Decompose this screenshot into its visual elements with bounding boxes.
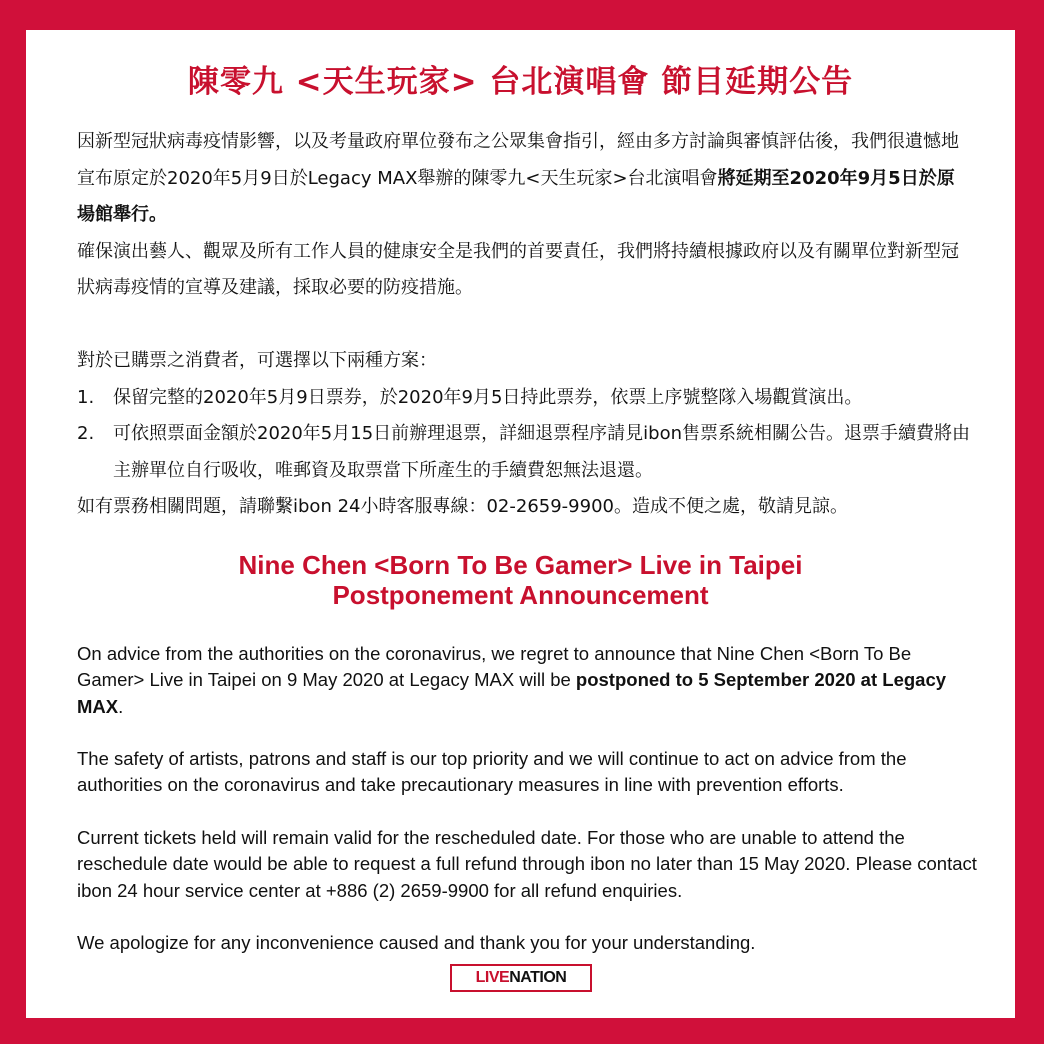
list-item-number: 1. <box>77 386 95 408</box>
english-title-line-2: Postponement Announcement <box>332 580 709 610</box>
chinese-title: 陳零九 <天生玩家> 台北演唱會 節目延期公告 <box>187 64 854 100</box>
list-item-text: 保留完整的2020年5月9日票券，於2020年9月5日持此票券，依票上序號整隊入場觀賞演出。 <box>113 386 863 408</box>
live-nation-logo <box>450 964 592 992</box>
english-paragraph-1-bold: postponed to 5 September 2020 at Legacy MAX <box>77 669 947 717</box>
english-paragraph-2: The safety of artists, patrons and staff is our top priority and we will continue to act on advice from the authorities on the coronavirus and take precautionary measures in line with prevention efforts. <box>77 748 907 796</box>
list-item-number: 2. <box>77 423 95 444</box>
chinese-paragraph-1 <box>77 124 972 234</box>
english-paragraph-4: We apologize for any inconvenience caused and thank you for your understanding. <box>77 932 756 954</box>
english-paragraph-1-text: On advice from the authorities on the coronavirus, we regret to announce that Nine Chen <Born To Be Gamer> Live in Taipei on 9 May 2020 at Legacy MAX will be <box>77 643 912 691</box>
english-title-line-1: Nine Chen <Born To Be Gamer> Live in Taipei <box>238 550 803 580</box>
english-paragraph-1-end: . <box>118 695 124 717</box>
chinese-body <box>77 124 972 526</box>
logo-nation-text: NATION <box>509 969 567 986</box>
list-item <box>77 380 972 417</box>
chinese-paragraph-3: 對於已購票之消費者，可選擇以下兩種方案： <box>77 350 437 371</box>
english-title <box>26 550 1015 610</box>
chinese-paragraph-1-bold: 將延期至2020年9月5日於原場館舉行。 <box>77 167 955 225</box>
chinese-paragraph-4: 如有票務相關問題，請聯繫ibon 24小時客服專線：02-2659-9900。造成不便之處，敬請見諒。 <box>77 496 848 517</box>
spacer <box>77 307 972 344</box>
english-body <box>77 641 977 983</box>
logo-live-text: LIVE <box>475 969 510 986</box>
english-paragraph-3: Current tickets held will remain valid for the rescheduled date. For those who are unable to attend the reschedule date would be able to request a full refund through ibon no later than 15 May 2020. Please contact ibon 24 hour service center at +886 (2) 2659-9900 for all refund enquiries. <box>77 827 977 901</box>
chinese-paragraph-1-text: 因新型冠狀病毒疫情影響，以及考量政府單位發布之公眾集會指引，經由多方討論與審慎評估後，我們很遺憾地宣布原定於2020年5月9日於Legacy MAX舉辦的陳零九<天生玩家>台北演唱會 <box>77 131 959 189</box>
chinese-paragraph-2: 確保演出藝人、觀眾及所有工作人員的健康安全是我們的首要責任，我們將持續根據政府以及有關單位對新型冠狀病毒疫情的宣導及建議，採取必要的防疫措施。 <box>77 240 959 298</box>
list-item <box>77 416 972 489</box>
announcement-card <box>26 30 1015 1018</box>
list-item-text: 可依照票面金額於2020年5月15日前辦理退票，詳細退票程序請見ibon售票系統相關公告。退票手續費將由主辦單位自行吸收，唯郵資及取票當下所產生的手續費恕無法退還。 <box>113 423 971 481</box>
english-paragraph-1 <box>77 641 977 720</box>
